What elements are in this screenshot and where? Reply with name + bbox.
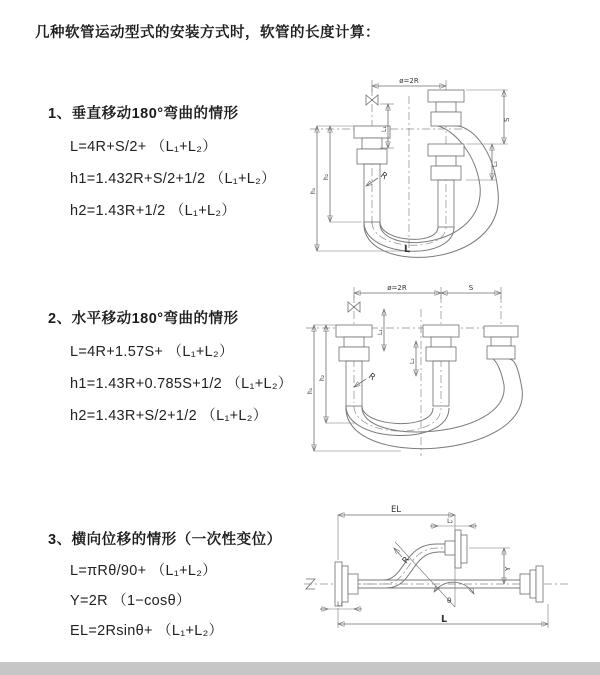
radius-callout bbox=[366, 170, 389, 186]
valve-icon bbox=[348, 302, 360, 312]
label-l1: L₁ bbox=[381, 126, 388, 132]
braid-section bbox=[433, 361, 449, 406]
section-1-heading: 1、垂直移动180°弯曲的情形 bbox=[48, 106, 239, 122]
label-h2: h₂ bbox=[319, 374, 326, 381]
label-l2: L₂ bbox=[409, 358, 416, 364]
valve-icon bbox=[366, 95, 378, 105]
formula-el: EL=2Rsinθ+ （L₁+L₂） bbox=[70, 623, 224, 639]
label-h2: h₂ bbox=[323, 173, 330, 180]
angle-theta bbox=[434, 582, 474, 605]
diagram-lateral-displacement bbox=[298, 502, 595, 652]
label-y: Y bbox=[504, 566, 512, 571]
label-l: L bbox=[440, 614, 448, 625]
label-r: R bbox=[366, 371, 377, 384]
page-bottom-strip bbox=[0, 662, 600, 675]
formula-l: L=πRθ/90+ （L₁+L₂） bbox=[70, 563, 217, 579]
label-diameter: ø=2R bbox=[399, 77, 419, 85]
formula-h2: h2=1.43R+1/2 （L₁+L₂） bbox=[70, 203, 237, 219]
dimension-l bbox=[338, 604, 548, 628]
label-s: S bbox=[468, 284, 474, 292]
diagram-horizontal-180-bend bbox=[306, 281, 590, 462]
flange-right-original bbox=[520, 566, 543, 602]
label-l1: L₁ bbox=[337, 601, 343, 608]
diagram-vertical-180-bend bbox=[308, 74, 593, 259]
dimension-s bbox=[441, 284, 501, 293]
label-h1: h₁ bbox=[307, 387, 314, 394]
dimension-h1 bbox=[310, 126, 408, 251]
section-2-heading: 2、水平移动180°弯曲的情形 bbox=[48, 311, 239, 327]
formula-h1: h1=1.432R+S/2+1/2 （L₁+L₂） bbox=[70, 171, 276, 187]
flange-upper-displaced bbox=[445, 530, 467, 568]
flange-right-upper bbox=[428, 90, 464, 126]
label-l: L bbox=[403, 244, 411, 255]
label-r: R bbox=[400, 554, 413, 566]
label-r: R bbox=[378, 170, 389, 183]
page-title: 几种软管运动型式的安装方式时，软管的长度计算： bbox=[35, 25, 380, 41]
dimension-l2 bbox=[409, 341, 416, 376]
dimension-h2 bbox=[323, 126, 362, 222]
dimension-diameter bbox=[354, 284, 501, 299]
dimension-l2 bbox=[466, 144, 499, 180]
label-diameter: ø=2R bbox=[387, 284, 407, 292]
dimension-l1 bbox=[377, 309, 384, 351]
label-l2: L₂ bbox=[492, 161, 499, 167]
dimension-y bbox=[469, 548, 512, 584]
label-theta: θ bbox=[447, 597, 452, 605]
radius-callout bbox=[354, 371, 377, 387]
label-h1: h₁ bbox=[310, 187, 317, 194]
dimension-l1 bbox=[320, 601, 362, 609]
hose-s-curve bbox=[348, 544, 455, 588]
formula-h2: h2=1.43R+S/2+1/2 （L₁+L₂） bbox=[70, 408, 268, 424]
flange-right-moved bbox=[484, 326, 518, 359]
section-3-heading: 3、横向位移的情形（一次性变位） bbox=[48, 532, 282, 548]
formula-y: Y=2R （1−cosθ） bbox=[70, 593, 191, 609]
formula-l: L=4R+S/2+ （L₁+L₂） bbox=[70, 139, 218, 155]
formula-l: L=4R+1.57S+ （L₁+L₂） bbox=[70, 344, 234, 360]
label-l1: L₁ bbox=[377, 329, 384, 335]
flange-left bbox=[335, 562, 358, 606]
formula-h1: h1=1.43R+0.785S+1/2 （L₁+L₂） bbox=[70, 376, 293, 392]
label-s: S bbox=[503, 117, 511, 122]
dimension-s bbox=[466, 90, 511, 144]
label-l2: L₂ bbox=[447, 518, 453, 525]
dimension-l2 bbox=[430, 518, 477, 526]
label-el: EL bbox=[390, 505, 402, 515]
